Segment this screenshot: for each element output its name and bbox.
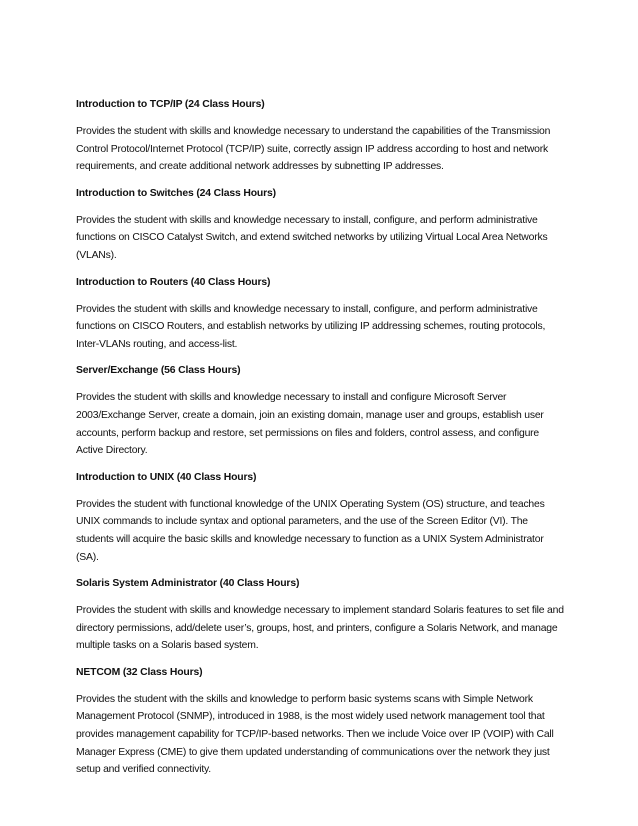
section-heading: Solaris System Administrator (40 Class Hours) — [76, 578, 300, 590]
section-server-exchange — [76, 362, 564, 459]
section-description: Provides the student with skills and knowledge necessary to install and configure Microsoft Server 2003/Exchange Server, create a domain, join an existing domain, manage user and groups, establish user accounts, perform backup and restore, set permissions on files and folders, control assess, and configure Active Directory. — [76, 392, 544, 457]
section-heading: Server/Exchange (56 Class Hours) — [76, 365, 241, 377]
section-description: Provides the student with skills and knowledge necessary to implement standard Solaris features to set file and directory permissions, add/delete user’s, groups, host, and printers, configure a Solaris Network, and manage multiple tasks on a Solaris based system. — [76, 605, 564, 652]
section-description: Provides the student with skills and knowledge necessary to install, configure, and perform administrative functions on CISCO Catalyst Switch, and extend switched networks by utilizing Virtual Local Area Networks (VLANs). — [76, 214, 548, 261]
section-description: Provides the student with the skills and knowledge to perform basic systems scans with Simple Network Management Protocol (SNMP), introduced in 1988, is the most widely used network management tool that provides management capability for TCP/IP-based networks. Then we include Voice over IP (VOIP) with Call Manager Express (CME) to give them updated understanding of communications over the network they just setup and verified connectivity. — [76, 693, 554, 776]
section-netcom — [76, 664, 564, 779]
section-tcp-ip — [76, 96, 564, 176]
document-page — [76, 96, 564, 788]
section-heading: Introduction to Routers (40 Class Hours) — [76, 276, 271, 288]
section-heading: Introduction to UNIX (40 Class Hours) — [76, 471, 257, 483]
section-solaris — [76, 575, 564, 655]
section-heading: NETCOM (32 Class Hours) — [76, 666, 203, 678]
section-switches — [76, 185, 564, 265]
section-heading: Introduction to Switches (24 Class Hours) — [76, 187, 276, 199]
section-description: Provides the student with skills and knowledge necessary to understand the capabilities of the Transmission Control Protocol/Internet Protocol (TCP/IP) suite, correctly assign IP address according to host and network requirements, and create additional network addresses by subnetting IP addresses. — [76, 126, 551, 173]
section-unix — [76, 469, 564, 566]
section-routers — [76, 274, 564, 354]
section-heading: Introduction to TCP/IP (24 Class Hours) — [76, 99, 265, 110]
section-description: Provides the student with functional knowledge of the UNIX Operating System (OS) structure, and teaches UNIX commands to include syntax and optional parameters, and the use of the Screen Editor (VI). The students will acquire the basic skills and knowledge necessary to function as a UNIX System Administrator (SA). — [76, 498, 545, 563]
section-description: Provides the student with skills and knowledge necessary to install, configure, and perform administrative functions on CISCO Routers, and establish networks by utilizing IP addressing schemes, routing protocols, Inter-VLANs routing, and access-list. — [76, 303, 546, 350]
